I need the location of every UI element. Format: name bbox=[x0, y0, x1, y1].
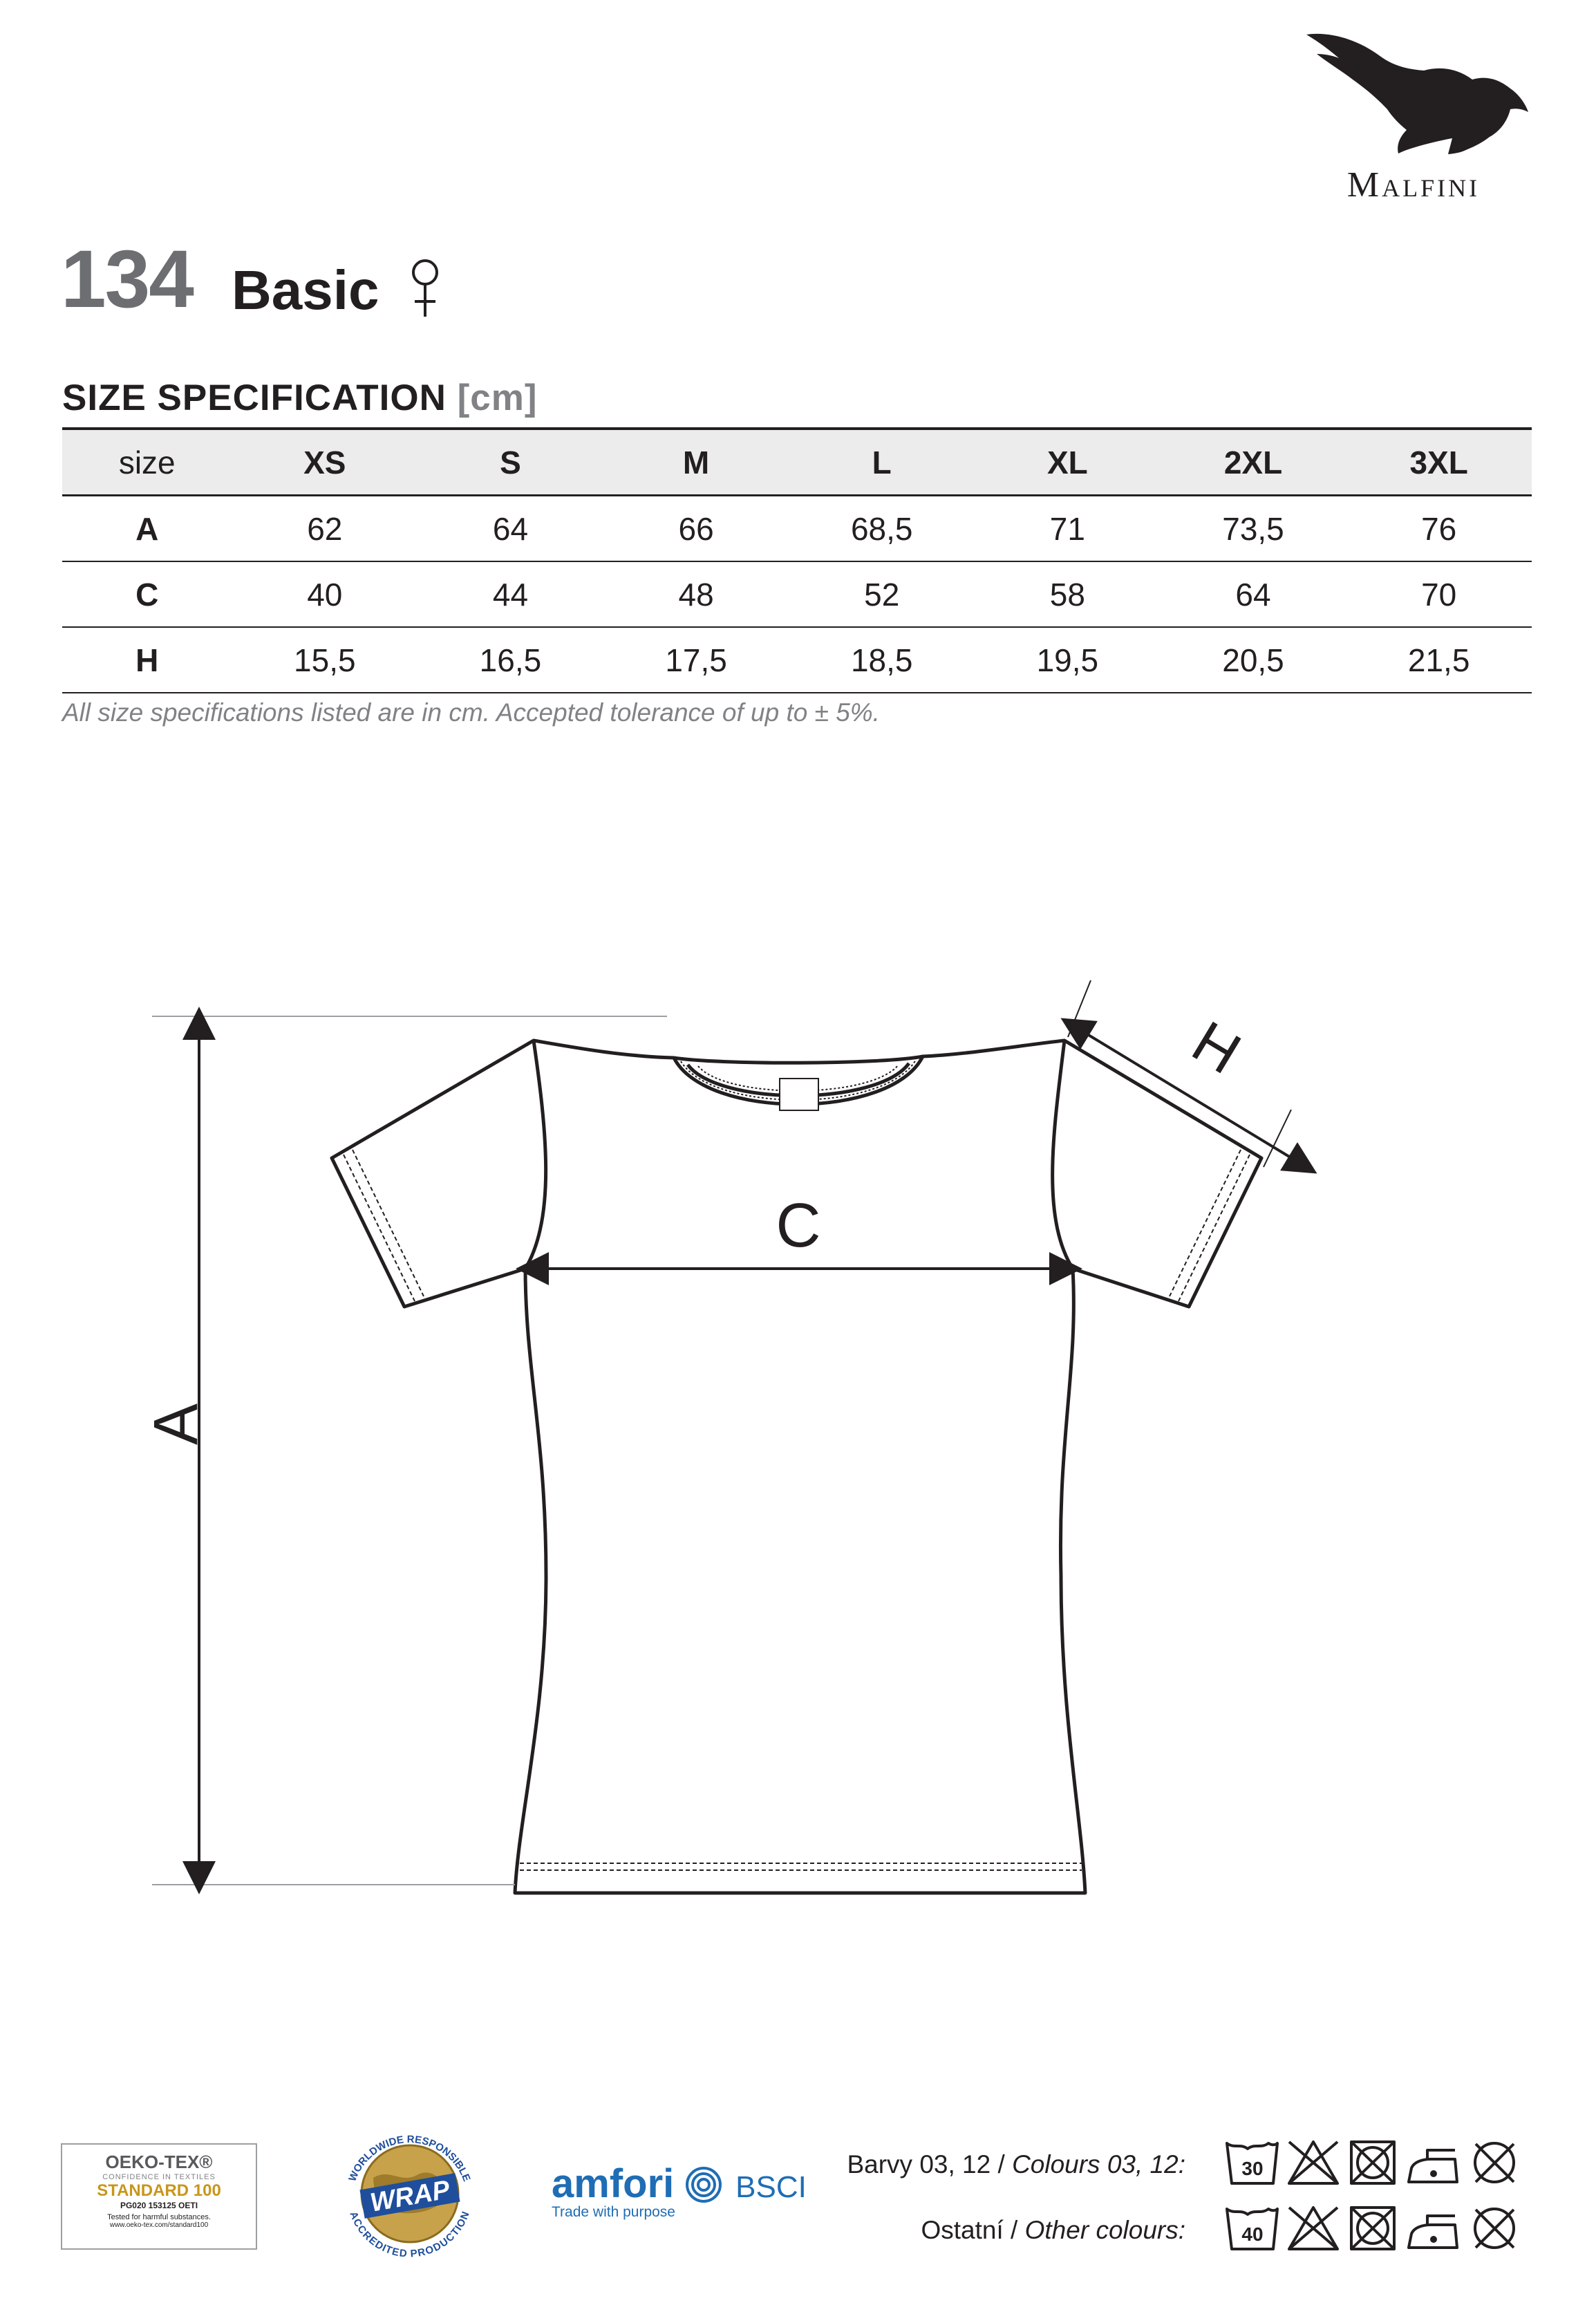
dimension-h-label: H bbox=[1181, 1009, 1252, 1088]
care-local-text: Barvy 03, 12 / bbox=[847, 2150, 1013, 2179]
size-table bbox=[62, 427, 1532, 693]
dimension-h-arrow bbox=[1075, 1027, 1303, 1165]
no-tumble-dry-icon bbox=[1351, 2142, 1394, 2183]
care-icons-row-1 bbox=[1223, 2135, 1541, 2190]
eagle-logo-icon bbox=[1303, 28, 1531, 156]
no-dry-clean-icon bbox=[1475, 2209, 1514, 2248]
table-cell: 17,5 bbox=[665, 642, 727, 678]
row-label: C bbox=[135, 576, 159, 613]
header-cell: 3XL bbox=[1409, 444, 1468, 481]
table-row bbox=[62, 496, 1532, 562]
table-row bbox=[62, 627, 1532, 693]
dimension-c-label: C bbox=[776, 1191, 821, 1260]
header-cell: M bbox=[682, 444, 710, 481]
wrap-top-text: WORLDWIDE RESPONSIBLE bbox=[346, 2134, 473, 2183]
amfori-tagline: Trade with purpose bbox=[552, 2204, 675, 2220]
brand-wordmark: Malfini bbox=[1346, 165, 1481, 205]
table-cell: 48 bbox=[678, 576, 714, 613]
table-cell: 18,5 bbox=[850, 642, 913, 678]
section-unit: [cm] bbox=[457, 377, 538, 418]
care-local-text: Ostatní / bbox=[921, 2216, 1025, 2244]
table-cell: 73,5 bbox=[1222, 510, 1284, 547]
header-cell: L bbox=[872, 444, 892, 481]
size-header-row bbox=[62, 429, 1532, 496]
wash-temp-label: 30 bbox=[1241, 2158, 1264, 2179]
wrap-badge-icon bbox=[335, 2119, 484, 2268]
care-icons-row-2 bbox=[1223, 2201, 1541, 2256]
table-cell: 66 bbox=[678, 510, 714, 547]
care-label-row-2 bbox=[826, 2216, 1185, 2245]
table-cell: 44 bbox=[492, 576, 529, 613]
wrap-center-text: WRAP bbox=[368, 2175, 452, 2218]
table-cell: 40 bbox=[307, 576, 343, 613]
dimension-a-label: A bbox=[142, 1403, 211, 1446]
table-cell: 15,5 bbox=[294, 642, 356, 678]
table-cell: 64 bbox=[492, 510, 529, 547]
oeko-brand: OEKO-TEX® bbox=[105, 2152, 213, 2172]
header-cell: size bbox=[118, 444, 176, 481]
tolerance-note: All size specifications listed are in cm. Accepted tolerance of up to ± 5%. bbox=[62, 698, 880, 727]
oeko-url: www.oeko-tex.com/standard100 bbox=[109, 2221, 209, 2229]
section-title bbox=[62, 377, 538, 419]
table-cell: 71 bbox=[1049, 510, 1085, 547]
section-title-text: SIZE SPECIFICATION bbox=[62, 377, 447, 418]
table-cell: 76 bbox=[1421, 510, 1457, 547]
oeko-standard: STANDARD 100 bbox=[97, 2181, 221, 2200]
female-symbol-icon bbox=[408, 257, 442, 319]
tshirt-diagram bbox=[0, 954, 1596, 1922]
table-cell: 68,5 bbox=[850, 510, 913, 547]
table-cell: 16,5 bbox=[479, 642, 542, 678]
product-number: 134 bbox=[61, 234, 193, 325]
table-cell: 58 bbox=[1049, 576, 1085, 613]
label-tag bbox=[780, 1079, 818, 1110]
no-bleach-icon bbox=[1289, 2142, 1337, 2183]
care-english-text: Colours 03, 12: bbox=[1012, 2150, 1185, 2179]
amfori-name: amfori bbox=[552, 2161, 675, 2206]
product-name: Basic bbox=[232, 259, 379, 321]
iron-low-icon bbox=[1409, 2216, 1457, 2248]
table-cell: 52 bbox=[864, 576, 900, 613]
table-cell: 70 bbox=[1421, 576, 1457, 613]
table-cell: 19,5 bbox=[1036, 642, 1099, 678]
no-tumble-dry-icon bbox=[1351, 2208, 1394, 2249]
oeko-tested: Tested for harmful substances. bbox=[107, 2213, 211, 2221]
table-cell: 62 bbox=[307, 510, 343, 547]
amfori-bsci-badge bbox=[552, 2161, 807, 2221]
tshirt-outline bbox=[332, 1041, 1261, 1893]
header-cell: XS bbox=[303, 444, 346, 481]
no-bleach-icon bbox=[1289, 2208, 1337, 2249]
table-cell: 64 bbox=[1235, 576, 1271, 613]
oeko-confidence: CONFIDENCE IN TEXTILES bbox=[102, 2173, 216, 2181]
oeko-code: PG020 153125 OETI bbox=[120, 2201, 198, 2210]
table-cell: 21,5 bbox=[1407, 642, 1470, 678]
table-row bbox=[62, 561, 1532, 627]
no-dry-clean-icon bbox=[1475, 2143, 1514, 2182]
amfori-bsci-text: BSCI bbox=[735, 2170, 807, 2204]
amfori-spiral-icon bbox=[684, 2165, 723, 2204]
iron-low-icon bbox=[1409, 2150, 1457, 2182]
header-cell: XL bbox=[1046, 444, 1088, 481]
care-english-text: Other colours: bbox=[1024, 2216, 1185, 2244]
header-cell: 2XL bbox=[1223, 444, 1283, 481]
guide-line bbox=[1264, 1110, 1291, 1167]
row-label: H bbox=[135, 642, 159, 678]
wrap-bottom-text: ACCREDITED PRODUCTION bbox=[347, 2210, 472, 2260]
wash-temp-label: 40 bbox=[1241, 2223, 1264, 2245]
oeko-tex-badge bbox=[61, 2143, 257, 2250]
table-cell: 20,5 bbox=[1222, 642, 1284, 678]
row-label: A bbox=[135, 510, 159, 547]
header-cell: S bbox=[500, 444, 521, 481]
care-label-row-1 bbox=[826, 2150, 1185, 2179]
